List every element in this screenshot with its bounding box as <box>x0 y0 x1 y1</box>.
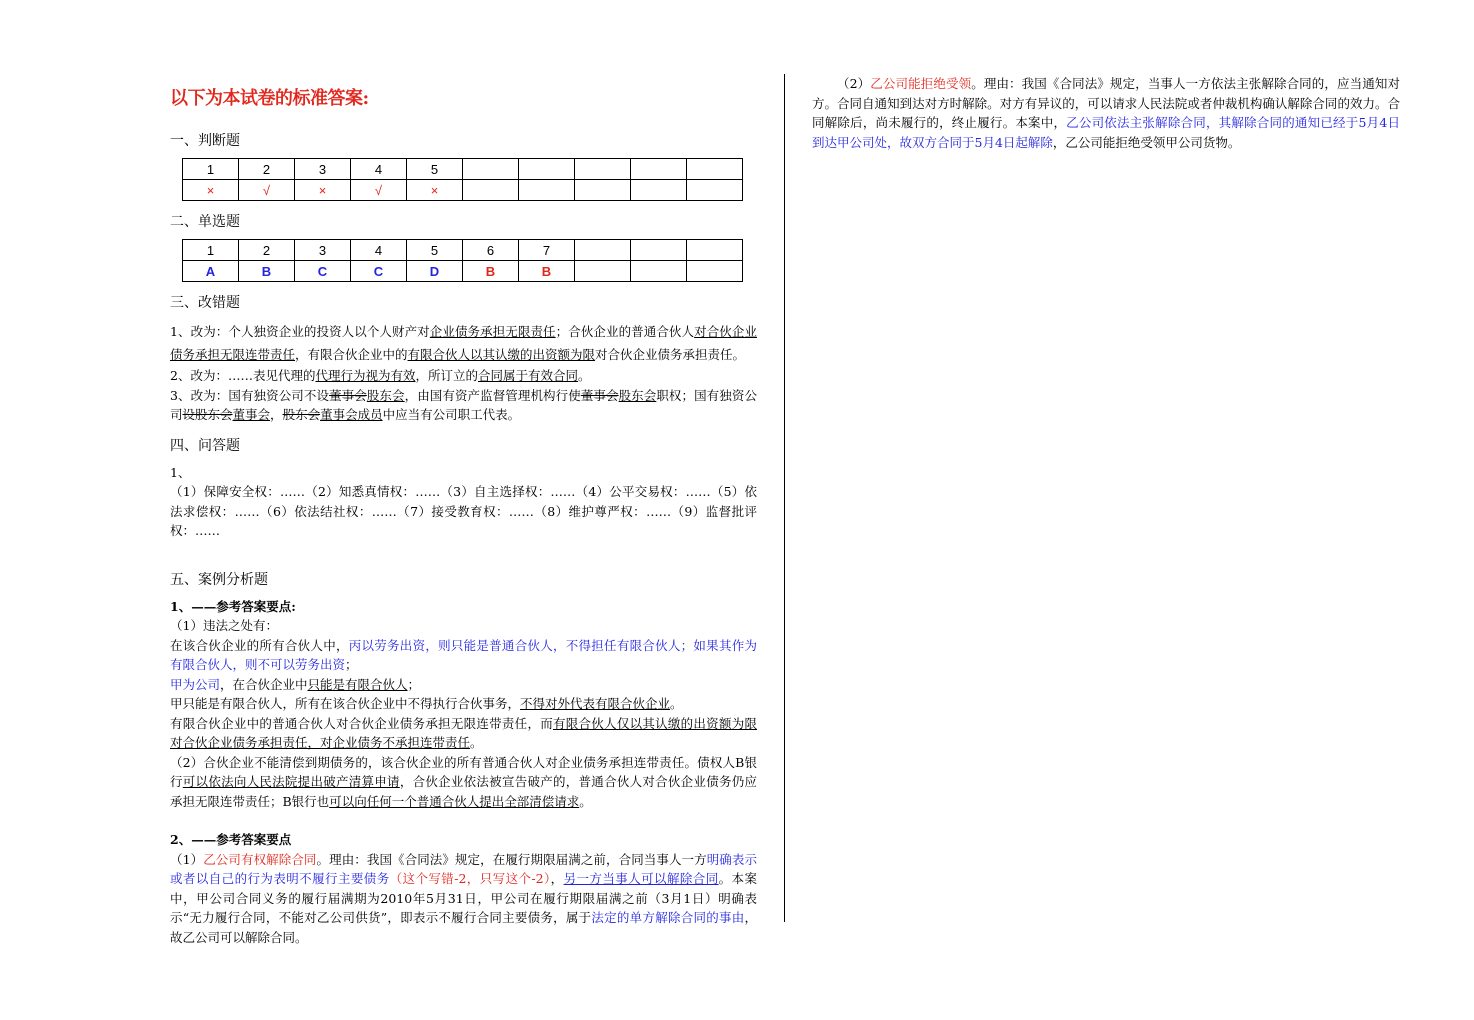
text: 有限合伙企业中的普通合伙人对合伙企业债务承担无限连带责任，而 <box>170 715 553 731</box>
num-cell <box>687 159 743 180</box>
text: 。 <box>470 735 483 750</box>
correction-item-2 <box>170 366 757 386</box>
case1-point-d <box>170 714 757 753</box>
case1-point-c <box>170 694 757 714</box>
text: ，乙公司能拒绝受领甲公司货物。 <box>1052 134 1241 150</box>
highlight-text: 乙公司有权解除合同 <box>203 851 317 867</box>
bold-text: 2、——参考答案要点 <box>170 832 292 847</box>
struck-text: 董事会 <box>329 387 367 403</box>
section-judgment-heading: 一、判断题 <box>170 133 240 149</box>
text: 。理由：我国《合同法》规定，当事人一方依法主张解除合同的，应当通知对方。合同自通知到达对方时解除。对方有异议的，可以请求人民法院或者仲裁机构确认解除合同的效力。合同解除后，尚未履行的，终止履行。本案中， <box>812 76 1400 130</box>
column-divider <box>784 74 785 922</box>
case1-point-b <box>170 675 757 695</box>
num-cell: 5 <box>407 159 463 180</box>
num-cell <box>519 159 575 180</box>
underlined-text: 可以依法向人民法院提出破产清算申请 <box>182 774 400 789</box>
answer-cell <box>631 261 687 282</box>
underlined-text: 对合伙企业债务承担无限连带责任 <box>170 324 757 362</box>
qa-answer: （1）保障安全权：……（2）知悉真情权：……（3）自主选择权：……（4）公平交易权：……（5）依法求偿权：……（6）依法结社权：……（7）接受教育权：……（8）维护尊严权：……（9）监督批评权：…… <box>170 484 757 538</box>
answer-cell: A <box>183 261 239 282</box>
text: ； <box>407 676 421 692</box>
case1-part1: （1）违法之处有： <box>170 618 278 633</box>
text: ， <box>270 407 283 422</box>
text: 对合伙企业债务承担责任。 <box>595 347 746 362</box>
single-choice-answer-table <box>182 239 743 282</box>
text: ，在合伙企业中 <box>220 676 308 692</box>
text: 。 <box>579 793 592 809</box>
text: ；合伙企业的普通合伙人 <box>555 324 695 339</box>
case2-heading <box>170 830 757 850</box>
text: 1、改为：个人独资企业的投资人以个人财产对 <box>170 324 430 339</box>
text: 。 <box>578 368 591 383</box>
mark-cell <box>575 180 631 201</box>
text: ，故乙公司可以解除合同。 <box>170 910 757 945</box>
grading-note: （这个写错-2，只写这个-2） <box>389 871 551 886</box>
text: 在该合伙企业的所有合伙人中， <box>170 637 349 653</box>
case1-heading <box>170 597 757 617</box>
answer-cell <box>687 261 743 282</box>
highlight-text: 乙公司依法主张解除合同，其解除合同的通知已经于5月4日到达甲公司处，故双方合同于5月4日起解除 <box>812 115 1400 150</box>
answer-cell <box>575 261 631 282</box>
num-cell <box>575 159 631 180</box>
underlined-text: 董事会成员 <box>320 407 383 422</box>
mark-cell <box>463 180 519 201</box>
text: （2） <box>837 76 871 91</box>
answer-cell: B <box>519 261 575 282</box>
case2-part2 <box>812 74 1400 152</box>
answer-cell: B <box>463 261 519 282</box>
num-cell <box>463 159 519 180</box>
answer-cell: B <box>239 261 295 282</box>
table-row <box>183 159 743 180</box>
num-cell <box>575 240 631 261</box>
text: 。 <box>670 696 683 711</box>
highlight-text: 甲为公司 <box>170 676 221 692</box>
section-qa-heading: 四、问答题 <box>170 437 240 454</box>
answer-cell: C <box>351 261 407 282</box>
num-cell: 2 <box>239 240 295 261</box>
answer-cell: C <box>295 261 351 282</box>
answer-cell: D <box>407 261 463 282</box>
text: ，有限合伙企业中的 <box>295 347 408 362</box>
mark-cell <box>519 180 575 201</box>
qa-number: 1、 <box>170 464 191 480</box>
num-cell: 6 <box>463 240 519 261</box>
num-cell: 7 <box>519 240 575 261</box>
highlight-text: 明确表示或者以自己的行为表明不履行主要债务 <box>170 851 757 886</box>
num-cell: 3 <box>295 240 351 261</box>
table-row <box>183 240 743 261</box>
underlined-text: 有限合伙人以其认缴的出资额为限 <box>407 347 596 362</box>
text: ，所订立的 <box>415 368 478 383</box>
section-single-choice-heading: 二、单选题 <box>170 214 240 230</box>
num-cell: 5 <box>407 240 463 261</box>
highlight-text: 另一方当事人可以解除合同 <box>563 871 719 886</box>
num-cell: 4 <box>351 240 407 261</box>
section-correction-heading: 三、改错题 <box>170 295 240 311</box>
underlined-text: ，对企业债务不承担连带责任 <box>307 735 471 750</box>
right-column <box>812 74 1400 152</box>
table-row <box>183 180 743 201</box>
correction-item-1 <box>170 320 757 366</box>
underlined-text: 企业债务承担无限责任 <box>429 324 556 339</box>
underlined-text: 股东会 <box>618 387 657 403</box>
underlined-text: 代理行为视为有效 <box>315 368 416 383</box>
bold-text: 1、——参考答案要点: <box>170 598 296 614</box>
case1-part2 <box>170 753 757 812</box>
text: 。本案中，甲公司合同义务的履行届满期为2010年5月31日，甲公司在履行期限届满之前（3月1日）明确表示“无力履行合同，不能对乙公司供货”，即表示不履行合同主要债务，属于 <box>170 871 757 925</box>
text: （2）合伙企业不能清偿到期债务的，该合伙企业的所有普通合伙人对企业债务承担连带责任。债权人B银行 <box>170 754 757 789</box>
highlight-text: 丙以劳务出资，则只能是普通合伙人，不得担任有限合伙人；如果其作为有限合伙人，则不可以劳务出资 <box>170 637 757 672</box>
underlined-text: 只能是有限合伙人 <box>307 676 408 692</box>
struck-text: 设股东会 <box>182 407 233 422</box>
text: 2、改为：……表见代理的 <box>170 368 316 383</box>
num-cell <box>631 159 687 180</box>
highlight-text: 乙公司能拒绝受领 <box>870 76 972 91</box>
case1-point-a <box>170 636 757 675</box>
mark-cell: × <box>407 180 463 201</box>
left-column <box>170 84 757 947</box>
text: 。理由：我国《合同法》规定，在履行期限届满之前，合同当事人一方 <box>316 851 707 867</box>
text: ； <box>345 657 358 672</box>
mark-cell <box>687 180 743 201</box>
text: 3、改为：国有独资公司不设 <box>170 387 330 403</box>
struck-text: 股东会 <box>282 407 321 422</box>
text: 甲只能是有限合伙人，所有在该合伙企业中不得执行合伙事务， <box>170 696 521 711</box>
mark-cell <box>631 180 687 201</box>
underlined-text: 股东会 <box>366 387 405 403</box>
underlined-text: 可以向任何一个普通合伙人提出全部清偿请求 <box>329 793 580 809</box>
num-cell: 3 <box>295 159 351 180</box>
num-cell <box>631 240 687 261</box>
underlined-text: 合同属于有效合同 <box>478 368 579 383</box>
text: （1） <box>170 851 204 867</box>
underlined-text: 有限合伙人仅以其认缴的出资额为限对合伙企业债务承担责任 <box>170 715 757 750</box>
text: ，由国有资产监督管理机构行使 <box>404 387 581 403</box>
judgment-answer-table <box>182 158 743 201</box>
text: ，合伙企业依法被宣告破产的，普通合伙人对合伙企业债务仍应承担无限连带责任；B银行也 <box>170 774 757 809</box>
mark-cell: × <box>295 180 351 201</box>
num-cell: 1 <box>183 240 239 261</box>
text: 职权；国有独资公司 <box>170 387 757 422</box>
underlined-text: 不得对外代表有限合伙企业 <box>520 696 671 711</box>
num-cell <box>687 240 743 261</box>
struck-text: 董事会 <box>580 387 619 403</box>
num-cell: 1 <box>183 159 239 180</box>
mark-cell: × <box>183 180 239 201</box>
section-case-heading: 五、案例分析题 <box>170 571 268 588</box>
mark-cell: √ <box>239 180 295 201</box>
table-row <box>183 261 743 282</box>
mark-cell: √ <box>351 180 407 201</box>
num-cell: 2 <box>239 159 295 180</box>
page-title: 以下为本试卷的标准答案: <box>170 88 369 109</box>
underlined-text: 董事会 <box>232 407 271 422</box>
text: 中应当有公司职工代表。 <box>382 407 521 422</box>
correction-item-3 <box>170 386 757 425</box>
text: ， <box>550 871 564 886</box>
case2-part1 <box>170 850 757 948</box>
num-cell: 4 <box>351 159 407 180</box>
highlight-text: 法定的单方解除合同的事由 <box>591 910 745 925</box>
